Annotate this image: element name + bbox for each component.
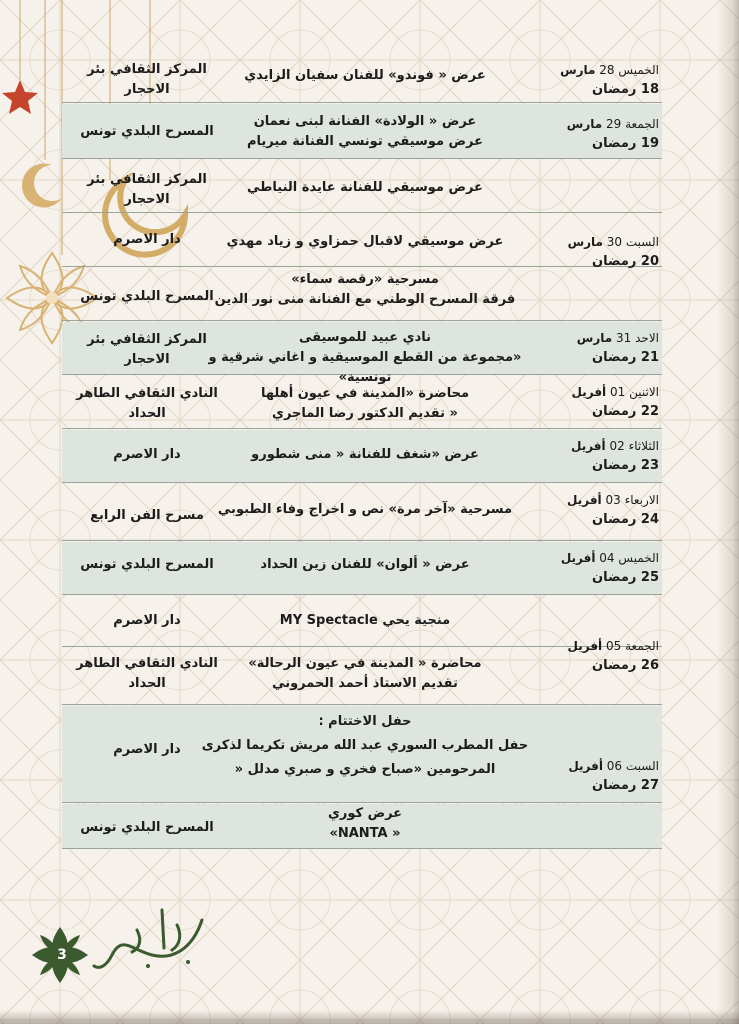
event-line: عرض « ألوان» للفنان زين الحداد bbox=[260, 557, 470, 572]
weekday-date bbox=[539, 232, 659, 252]
row-divider bbox=[62, 848, 662, 849]
event-line: عرض موسيقي للفنانة عايدة النياطي bbox=[247, 180, 483, 195]
ramadan-date: 20 رمضان bbox=[592, 254, 659, 269]
ramadan-date: 25 رمضان bbox=[592, 570, 659, 585]
venue-line: الاحجار bbox=[124, 82, 170, 97]
ramadan-date: 19 رمضان bbox=[592, 136, 659, 151]
venue-line: الحداد bbox=[128, 676, 166, 691]
row-divider bbox=[62, 320, 662, 321]
page-fold-shadow bbox=[717, 0, 739, 1024]
row-divider bbox=[62, 428, 662, 429]
event-description bbox=[200, 555, 530, 575]
venue-line: دار الاصرم bbox=[113, 613, 181, 628]
month: أفريل bbox=[568, 759, 603, 773]
ramadan-date: 18 رمضان bbox=[592, 82, 659, 97]
weekday: السبت 06 bbox=[606, 759, 659, 773]
event-line: « NANTA» bbox=[329, 826, 401, 841]
venue-line: المسرح البلدي تونس bbox=[80, 820, 214, 835]
weekday: الثلاثاء 02 bbox=[609, 439, 659, 453]
event-description bbox=[200, 270, 530, 310]
date-cell bbox=[539, 382, 659, 422]
event-line: «مجموعة من القطع الموسيقية و اغاني شرقية و تونسية» bbox=[208, 350, 522, 385]
weekday-date bbox=[539, 436, 659, 456]
month: أفريل bbox=[560, 551, 596, 565]
date-cell bbox=[539, 60, 659, 100]
venue-name bbox=[62, 818, 232, 838]
event-description bbox=[200, 328, 530, 388]
event-line: المرحومين «صباح فخري و صبري مدلل « bbox=[234, 762, 496, 777]
row-divider bbox=[62, 482, 662, 483]
weekday-date bbox=[539, 328, 659, 348]
event-line: محاضرة « المدينة في عيون الرحالة» bbox=[248, 656, 482, 671]
date-cell bbox=[539, 548, 659, 588]
crescent-moon-icon bbox=[22, 163, 62, 207]
month: مارس bbox=[566, 117, 603, 131]
venue-name bbox=[62, 445, 232, 465]
venue-line: المركز الثقافي بئر bbox=[87, 332, 207, 347]
event-line: منجية يحي MY Spectacle bbox=[279, 613, 451, 628]
weekday-date bbox=[539, 636, 659, 656]
venue-line: المركز الثقافي بئر bbox=[87, 62, 207, 77]
month: أفريل bbox=[571, 439, 606, 453]
row-divider bbox=[62, 102, 662, 103]
event-description bbox=[200, 384, 530, 424]
event-description bbox=[200, 445, 530, 465]
venue-name bbox=[62, 230, 232, 250]
event-description bbox=[200, 178, 530, 198]
event-line: محاضرة «المدينة في عيون أهلها bbox=[260, 386, 470, 401]
event-description bbox=[200, 112, 530, 152]
event-line: تقديم الاستاذ أحمد الحمروني bbox=[272, 676, 458, 691]
date-cell bbox=[539, 756, 659, 796]
date-cell bbox=[539, 328, 659, 368]
event-line: فرقة المسرح الوطني مع الفنانة منى نور الدين bbox=[214, 292, 516, 307]
page-bottom-shadow bbox=[0, 1010, 739, 1024]
festival-logo bbox=[92, 900, 212, 980]
row-divider bbox=[62, 158, 662, 159]
ramadan-date: 21 رمضان bbox=[592, 350, 659, 365]
weekday: الاربعاء 03 bbox=[605, 493, 659, 507]
event-line: مسرحية «آخر مرة» نص و اخراج وفاء الطبوبي bbox=[217, 502, 513, 517]
weekday-date bbox=[539, 382, 659, 402]
venue-line: المركز الثقافي بئر bbox=[87, 172, 207, 187]
date-cell bbox=[539, 436, 659, 476]
event-line: مسرحية «رقصة سماء» bbox=[291, 272, 439, 287]
venue-name bbox=[62, 287, 232, 307]
event-line: عرض « الولادة» الفنانة لبنى نعمان bbox=[253, 114, 477, 129]
weekday: الخميس 28 bbox=[599, 63, 659, 77]
venue-line: الاحجار bbox=[124, 352, 170, 367]
weekday-date bbox=[539, 490, 659, 510]
venue-line: النادي الثقافي الطاهر bbox=[76, 656, 218, 671]
venue-name bbox=[62, 384, 232, 424]
event-line: عرض كوري bbox=[327, 806, 403, 821]
venue-name bbox=[62, 740, 232, 760]
ramadan-date: 24 رمضان bbox=[592, 512, 659, 527]
event-line: « تقديم الدكتور رضا الماجري bbox=[272, 406, 458, 421]
date-cell bbox=[539, 232, 659, 272]
weekday: الجمعة 05 bbox=[606, 639, 659, 653]
venue-name bbox=[62, 60, 232, 100]
venue-line: الاحجار bbox=[124, 192, 170, 207]
venue-line: النادي الثقافي الطاهر bbox=[76, 386, 218, 401]
month: مارس bbox=[560, 63, 596, 77]
event-description bbox=[200, 232, 530, 252]
event-description bbox=[200, 804, 530, 844]
event-description bbox=[200, 66, 530, 86]
ramadan-date: 23 رمضان bbox=[592, 458, 659, 473]
date-cell bbox=[539, 114, 659, 154]
event-line: حفل المطرب السوري عبد الله مريش تكريما لذكرى bbox=[201, 738, 529, 753]
event-description bbox=[200, 654, 530, 694]
event-line: عرض « فوندو» للفنان سفيان الزايدي bbox=[244, 68, 486, 83]
venue-line: دار الاصرم bbox=[113, 232, 181, 247]
month: أفريل bbox=[571, 385, 607, 399]
event-description bbox=[200, 500, 530, 520]
star-icon bbox=[2, 80, 38, 114]
venue-name bbox=[62, 506, 232, 526]
event-line: حفل الاختتام : bbox=[318, 714, 412, 729]
row-divider bbox=[62, 212, 662, 213]
venue-name bbox=[62, 654, 232, 694]
venue-line: دار الاصرم bbox=[113, 742, 181, 757]
venue-name bbox=[62, 555, 232, 575]
weekday: الجمعة 29 bbox=[606, 117, 659, 131]
month: أفريل bbox=[567, 493, 602, 507]
event-description bbox=[200, 712, 530, 780]
event-line: نادي عبيد للموسيقى bbox=[298, 330, 432, 345]
ramadan-date: 27 رمضان bbox=[592, 778, 659, 793]
ramadan-date: 22 رمضان bbox=[592, 404, 659, 419]
row-divider bbox=[62, 540, 662, 541]
event-line: عرض موسيقي لاقبال حمزاوي و زياد مهدي bbox=[226, 234, 504, 249]
row-divider bbox=[62, 802, 662, 803]
page-number: 3 bbox=[57, 947, 67, 963]
row-divider bbox=[62, 704, 662, 705]
month: مارس bbox=[576, 331, 613, 345]
weekday: الاثنين 01 bbox=[610, 385, 659, 399]
venue-name bbox=[62, 330, 232, 370]
date-cell bbox=[539, 490, 659, 530]
weekday: الاحد 31 bbox=[616, 331, 659, 345]
weekday-date bbox=[539, 114, 659, 134]
weekday: السبت 30 bbox=[606, 235, 659, 249]
ramadan-date: 26 رمضان bbox=[592, 658, 659, 673]
month: مارس bbox=[567, 235, 603, 249]
venue-line: المسرح البلدي تونس bbox=[80, 124, 214, 139]
date-cell bbox=[539, 636, 659, 676]
venue-name bbox=[62, 170, 232, 210]
event-description bbox=[200, 611, 530, 631]
venue-line: المسرح البلدي تونس bbox=[80, 289, 214, 304]
venue-name bbox=[62, 611, 232, 631]
venue-line: الحداد bbox=[128, 406, 166, 421]
weekday: الخميس 04 bbox=[599, 551, 659, 565]
venue-name bbox=[62, 122, 232, 142]
weekday-date bbox=[539, 548, 659, 568]
weekday-date bbox=[539, 756, 659, 776]
event-line: عرض «شغف للفنانة « منى شطورو bbox=[251, 447, 479, 462]
event-line: عرض موسيقي تونسي الفنانة ميريام bbox=[246, 134, 484, 149]
venue-line: مسرح الفن الرابع bbox=[90, 508, 204, 523]
venue-line: دار الاصرم bbox=[113, 447, 181, 462]
month: أفريل bbox=[567, 639, 603, 653]
venue-line: المسرح البلدي تونس bbox=[80, 557, 214, 572]
row-divider bbox=[62, 594, 662, 595]
weekday-date bbox=[539, 60, 659, 80]
